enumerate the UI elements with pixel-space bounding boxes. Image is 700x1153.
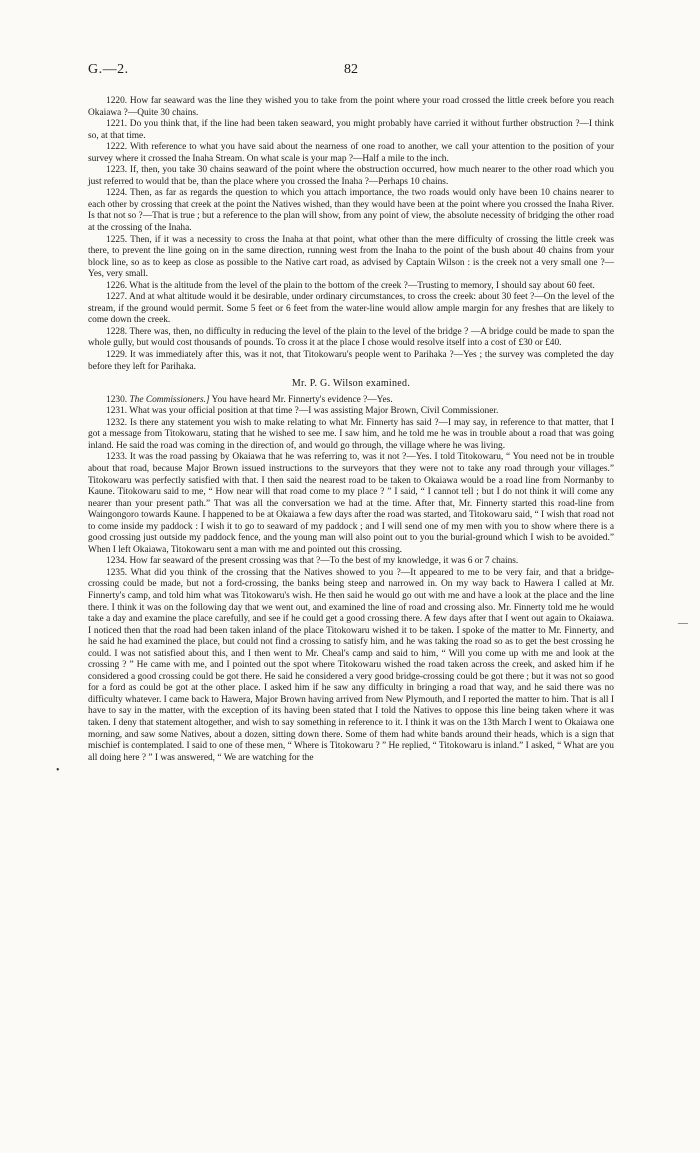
paragraph-1224: 1224. Then, as far as regards the question to which you attach importance, the two roads would only have been 10 chains nearer to each other by crossing that creek at the point the Natives wished, than they would have been at the point where you crossed the Inaha River. Is that not so ?—That is true ; but a reference to the plan will show, from any point of view, the absolute necessity of bridging the other road at the crossing of the Inaha. <box>88 188 614 234</box>
paragraph-1226: 1226. What is the altitude from the level of the plain to the bottom of the creek ?—Trusting to memory, I should say about 60 feet. <box>106 280 595 291</box>
paragraph-1231: 1231. What was your official position at that time ?—I was assisting Major Brown, Civil Commissioner. <box>106 406 499 417</box>
question-number: 1230. <box>106 394 128 405</box>
paragraph-1222: 1222. With reference to what you have said about the nearness of one road to another, we call your attention to the position of your survey where it crossed the Inaha Stream. On what scale is your map ?—Half a mile to the inch. <box>88 142 614 164</box>
page-body <box>88 96 614 764</box>
paragraph-1233: 1233. It was the road passing by Okaiawa that he was referring to, was it not ?—Yes. I told Titokowaru, “ You need not be in trouble about that road, because Major Brown issued instructions to the surveyors that they were not to take any road through your villages.” Titokowaru was perfectly satisfied with that. I then said the nearest road to be taken to Okaiawa would be a road line from Normanby to Kaune. Titokowaru said to me, “ How near will that road come to my place ? ” I said, “ I cannot tell ; but I do not think it will come any nearer than your present path.” That was all the conversation we had at the time. After that, Mr. Finnerty started this road-line from Waingongoro towards Kaune. I happened to be at Okaiawa a few days after the road was started, and Titokowaru said, “ I wish that road not to come inside my paddock : I wish it to go to seaward of my paddock ; and I will send one of my men with you to show where there is a good crossing just outside my paddock fence, and the young man will also point out to you the burial-ground which I wish to be avoided.” When I left Okaiawa, Titokowaru sent a man with me and pointed out this crossing. <box>88 452 614 555</box>
paragraph-1234: 1234. How far seaward of the present crossing was that ?—To the best of my knowledge, it was 6 or 7 chains. <box>106 556 519 567</box>
document-reference: G.—2. <box>88 62 129 77</box>
question-text: You have heard Mr. Finnerty's evidence ?—Yes. <box>211 394 393 405</box>
paragraph-1235: 1235. What did you think of the crossing that the Natives showed to you ?—It appeared to me to be very fair, and that a bridge-crossing could be made, but not a ford-crossing, the banks being steep and narrowed in. On my way back to Hawera I called at Mr. Finnerty's camp, and told him what was Titokowaru's wish. He then said he would go out with me and have a look at the place and the line there. I think it was on the following day that we went out, and examined the line of road and crossing also. Mr. Finnerty told me he would take a day and examine the place carefully, and see if he could get a good crossing there. A few days after that I went out again to Okaiawa. I noticed then that the road had been taken inland of the place Titokowaru wished it to be taken. I spoke of the matter to Mr. Finnerty, and he said he had examined the place, but could not find a crossing to satisfy him, and he was taking the road so as to get the best crossing he could. I was not satisfied about this, and I then went to Mr. Cheal's camp and said to him, “ Will you come up with me and look at the crossing ? ” He came with me, and I pointed out the spot where Titokowaru wished the road taken across the creek, and asked him if he considered a good crossing could be got there. He said he considered a very good bridge-crossing could be got there ; but it was not so good for a ford as could be got at the other place. I asked him if he saw any difficulty in bringing a road that way, and he said there was no difficulty whatever. I came back to Hawera, Major Brown having arrived from New Plymouth, and I reported the matter to him. That is all I have to say in the matter, with the exception of its having been stated that I told the Natives to oppose this line being taken where it was taken. I deny that statement altogether, and wish to say something in reference to it. I think it was on the 13th March I went to Okaiawa one morning, and saw some Natives, about a dozen, sitting down there. Some of them had white bands around their heads, which is a sign that mischief is contemplated. I said to one of these men, “ Where is Titokowaru ? ” He replied, “ Titokowaru is inland.” I asked, “ What are you all doing here ? ” I was answered, “ We are watching for the <box>88 567 614 763</box>
page-number: 82 <box>344 62 358 77</box>
paragraph-1227: 1227. And at what altitude would it be desirable, under ordinary circumstances, to cross the creek: about 30 feet ?—On the level of the stream, if the ground would permit. Some 5 feet or 6 feet from the water-line would allow ample margin for any freshes that are likely to come down the creek. <box>88 292 614 326</box>
section-heading: Mr. P. G. Wilson examined. <box>291 378 411 390</box>
paragraph-1220: 1220. How far seaward was the line they wished you to take from the point where your road crossed the little creek before you reach Okaiawa ?—Quite 30 chains. <box>88 96 614 118</box>
paragraph-1232: 1232. Is there any statement you wish to make relating to what Mr. Finnerty has said ?—I may say, in reference to that matter, that I got a message from Titokowaru, stating that he wished to see me. I saw him, and he told me he was in trouble about a road that was going inland. He said the road was coming in the direction of, and would go through, the village where he was living. <box>88 417 614 451</box>
page-header <box>88 62 614 80</box>
paragraph-1223: 1223. If, then, you take 30 chains seaward of the point where the obstruction occurred, how much nearer to the other road which you just referred to would that be, than the place where you crossed the Inaha ?—Perhaps 10 chains. <box>88 165 614 187</box>
speaker-label: The Commissioners.] <box>129 394 210 405</box>
paragraph-1229: 1229. It was immediately after this, was it not, that Titokowaru's people went to Parihaka ?—Yes ; the survey was completed the day before they left for Parihaka. <box>88 350 614 372</box>
paragraph-1230 <box>88 395 614 407</box>
paragraph-1221: 1221. Do you think that, if the line had been taken seaward, you might probably have carried it without further obstruction ?—I think so, at that time. <box>88 119 614 141</box>
margin-dot: • <box>56 765 60 776</box>
margin-mark: — <box>678 618 688 629</box>
paragraph-1225: 1225. Then, if it was a necessity to cross the Inaha at that point, what other than the mere difficulty of crossing the little creek was there, to prevent the line going on in the same direction, running west from the Inaha to the point of the bush about 40 chains from your block line, so as to keep as close as possible to the Native cart road, as advised by Captain Wilson : is the creek not a very small one ?—Yes, very small. <box>88 234 614 280</box>
paragraph-1228: 1228. There was, then, no difficulty in reducing the level of the plain to the level of the bridge ? —A bridge could be made to span the whole gully, but would cost thousands of pounds. To cross it at the place I chose would resolve itself into a cost of £30 or £40. <box>88 326 614 349</box>
